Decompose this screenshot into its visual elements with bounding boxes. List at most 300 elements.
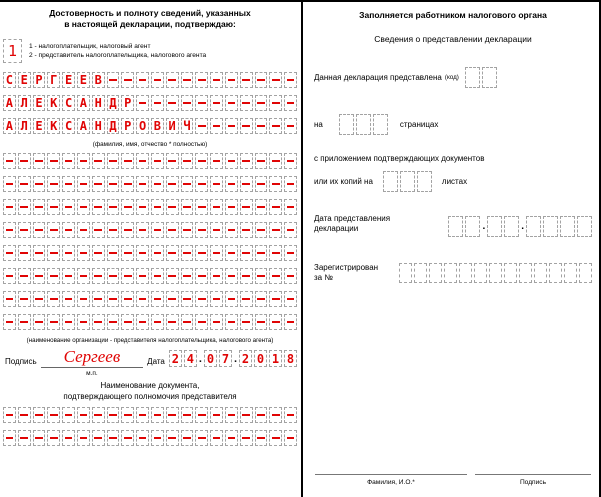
char-cell[interactable]	[195, 268, 208, 284]
char-cell[interactable]	[121, 430, 134, 446]
char-cell[interactable]	[195, 407, 208, 423]
char-cell[interactable]: 2	[239, 350, 252, 367]
char-cell[interactable]	[255, 222, 268, 238]
char-cell[interactable]	[136, 199, 149, 215]
char-cell[interactable]	[269, 222, 282, 238]
char-cell[interactable]	[225, 407, 238, 423]
char-cell[interactable]: В	[151, 118, 164, 134]
char-cell[interactable]	[504, 263, 517, 283]
char-cell[interactable]	[18, 314, 31, 330]
char-cell[interactable]	[92, 245, 105, 261]
char-cell[interactable]	[107, 72, 120, 88]
char-cell[interactable]: Д	[107, 95, 120, 111]
char-cell[interactable]	[47, 268, 60, 284]
char-cell[interactable]	[136, 291, 149, 307]
char-cell[interactable]	[444, 263, 457, 283]
char-cell[interactable]: Д	[107, 118, 120, 134]
char-cell[interactable]	[465, 67, 480, 88]
char-cell[interactable]	[121, 291, 134, 307]
char-cell[interactable]	[564, 263, 577, 283]
char-cell[interactable]	[429, 263, 442, 283]
char-cell[interactable]	[107, 199, 120, 215]
char-cell[interactable]	[210, 268, 223, 284]
char-cell[interactable]	[284, 95, 297, 111]
char-cell[interactable]	[225, 199, 238, 215]
char-cell[interactable]	[448, 216, 463, 237]
char-cell[interactable]	[166, 314, 179, 330]
char-cell[interactable]: Е	[18, 72, 31, 88]
official-signature-line[interactable]: Подпись	[475, 474, 591, 486]
char-cell[interactable]	[151, 153, 164, 169]
char-cell[interactable]	[107, 176, 120, 192]
char-cell[interactable]	[92, 430, 105, 446]
char-cell[interactable]	[181, 72, 194, 88]
char-cell[interactable]	[136, 430, 149, 446]
char-cell[interactable]	[18, 176, 31, 192]
char-cell[interactable]	[269, 430, 282, 446]
char-cell[interactable]	[284, 407, 297, 423]
char-cell[interactable]	[136, 153, 149, 169]
char-cell[interactable]	[107, 222, 120, 238]
char-cell[interactable]: В	[92, 72, 105, 88]
char-cell[interactable]	[210, 72, 223, 88]
char-cell[interactable]	[136, 72, 149, 88]
char-cell[interactable]	[240, 291, 253, 307]
char-cell[interactable]	[225, 245, 238, 261]
char-cell[interactable]	[255, 407, 268, 423]
char-cell[interactable]	[284, 176, 297, 192]
char-cell[interactable]	[136, 314, 149, 330]
char-cell[interactable]: Н	[92, 118, 105, 134]
char-cell[interactable]: Г	[47, 72, 60, 88]
char-cell[interactable]	[92, 222, 105, 238]
char-cell[interactable]	[92, 268, 105, 284]
char-cell[interactable]	[255, 118, 268, 134]
char-cell[interactable]	[195, 118, 208, 134]
char-cell[interactable]	[195, 245, 208, 261]
char-cell[interactable]	[151, 199, 164, 215]
char-cell[interactable]	[284, 268, 297, 284]
char-cell[interactable]: А	[77, 118, 90, 134]
char-cell[interactable]	[181, 199, 194, 215]
char-cell[interactable]: С	[62, 95, 75, 111]
char-cell[interactable]	[47, 176, 60, 192]
char-cell[interactable]	[107, 407, 120, 423]
char-cell[interactable]	[33, 430, 46, 446]
char-cell[interactable]	[210, 407, 223, 423]
char-cell[interactable]	[62, 176, 75, 192]
char-cell[interactable]	[210, 118, 223, 134]
char-cell[interactable]	[284, 314, 297, 330]
char-cell[interactable]	[269, 176, 282, 192]
char-cell[interactable]	[33, 245, 46, 261]
char-cell[interactable]	[3, 268, 16, 284]
char-cell[interactable]	[136, 176, 149, 192]
char-cell[interactable]	[269, 95, 282, 111]
char-cell[interactable]	[519, 263, 532, 283]
char-cell[interactable]	[240, 176, 253, 192]
char-cell[interactable]	[181, 95, 194, 111]
char-cell[interactable]	[474, 263, 487, 283]
char-cell[interactable]	[225, 118, 238, 134]
char-cell[interactable]	[225, 176, 238, 192]
char-cell[interactable]	[62, 407, 75, 423]
char-cell[interactable]	[33, 314, 46, 330]
char-cell[interactable]	[284, 118, 297, 134]
char-cell[interactable]	[107, 430, 120, 446]
char-cell[interactable]	[3, 153, 16, 169]
char-cell[interactable]	[77, 222, 90, 238]
char-cell[interactable]	[549, 263, 562, 283]
char-cell[interactable]: 2	[169, 350, 182, 367]
char-cell[interactable]	[210, 314, 223, 330]
char-cell[interactable]	[47, 314, 60, 330]
official-name-line[interactable]: Фамилия, И.О.*	[315, 474, 467, 486]
char-cell[interactable]	[195, 222, 208, 238]
char-cell[interactable]	[210, 430, 223, 446]
char-cell[interactable]	[92, 291, 105, 307]
char-cell[interactable]	[92, 407, 105, 423]
char-cell[interactable]	[225, 153, 238, 169]
char-cell[interactable]	[181, 291, 194, 307]
char-cell[interactable]: Р	[121, 118, 134, 134]
char-cell[interactable]	[240, 222, 253, 238]
char-cell[interactable]	[136, 407, 149, 423]
char-cell[interactable]	[151, 95, 164, 111]
char-cell[interactable]	[240, 199, 253, 215]
char-cell[interactable]	[181, 245, 194, 261]
char-cell[interactable]: Ч	[181, 118, 194, 134]
char-cell[interactable]	[62, 314, 75, 330]
char-cell[interactable]	[210, 153, 223, 169]
char-cell[interactable]	[489, 263, 502, 283]
char-cell[interactable]	[240, 153, 253, 169]
char-cell[interactable]: 7	[219, 350, 232, 367]
char-cell[interactable]	[107, 268, 120, 284]
char-cell[interactable]	[77, 245, 90, 261]
char-cell[interactable]	[136, 268, 149, 284]
char-cell[interactable]: 8	[284, 350, 297, 367]
char-cell[interactable]	[77, 430, 90, 446]
char-cell[interactable]	[62, 430, 75, 446]
signer-type-input[interactable]: 1	[3, 39, 22, 63]
char-cell[interactable]	[195, 199, 208, 215]
char-cell[interactable]	[240, 268, 253, 284]
char-cell[interactable]	[77, 291, 90, 307]
char-cell[interactable]	[579, 263, 592, 283]
char-cell[interactable]	[269, 199, 282, 215]
char-cell[interactable]	[225, 430, 238, 446]
char-cell[interactable]	[181, 222, 194, 238]
char-cell[interactable]	[166, 430, 179, 446]
char-cell[interactable]: С	[62, 118, 75, 134]
char-cell[interactable]	[62, 153, 75, 169]
char-cell[interactable]	[166, 407, 179, 423]
char-cell[interactable]	[181, 430, 194, 446]
char-cell[interactable]	[543, 216, 558, 237]
char-cell[interactable]	[373, 114, 388, 135]
char-cell[interactable]	[195, 291, 208, 307]
char-cell[interactable]	[77, 314, 90, 330]
char-cell[interactable]	[255, 268, 268, 284]
char-cell[interactable]	[33, 222, 46, 238]
char-cell[interactable]	[3, 176, 16, 192]
char-cell[interactable]	[18, 153, 31, 169]
char-cell[interactable]	[47, 153, 60, 169]
char-cell[interactable]	[195, 95, 208, 111]
char-cell[interactable]	[166, 153, 179, 169]
char-cell[interactable]	[33, 153, 46, 169]
char-cell[interactable]: О	[136, 118, 149, 134]
char-cell[interactable]	[284, 72, 297, 88]
char-cell[interactable]	[166, 268, 179, 284]
char-cell[interactable]	[269, 291, 282, 307]
char-cell[interactable]	[240, 430, 253, 446]
char-cell[interactable]	[284, 430, 297, 446]
char-cell[interactable]	[225, 268, 238, 284]
char-cell[interactable]	[92, 153, 105, 169]
char-cell[interactable]	[47, 407, 60, 423]
char-cell[interactable]	[269, 153, 282, 169]
char-cell[interactable]	[62, 291, 75, 307]
char-cell[interactable]	[18, 407, 31, 423]
char-cell[interactable]	[482, 67, 497, 88]
char-cell[interactable]	[47, 430, 60, 446]
char-cell[interactable]	[3, 222, 16, 238]
char-cell[interactable]	[181, 153, 194, 169]
char-cell[interactable]	[33, 199, 46, 215]
char-cell[interactable]	[151, 407, 164, 423]
char-cell[interactable]	[107, 153, 120, 169]
char-cell[interactable]	[240, 72, 253, 88]
char-cell[interactable]	[284, 245, 297, 261]
char-cell[interactable]	[383, 171, 398, 192]
char-cell[interactable]	[151, 314, 164, 330]
char-cell[interactable]: 0	[254, 350, 267, 367]
char-cell[interactable]	[47, 245, 60, 261]
char-cell[interactable]: К	[47, 118, 60, 134]
char-cell[interactable]	[121, 72, 134, 88]
char-cell[interactable]	[107, 291, 120, 307]
char-cell[interactable]	[284, 153, 297, 169]
char-cell[interactable]	[166, 245, 179, 261]
char-cell[interactable]	[225, 222, 238, 238]
char-cell[interactable]	[240, 314, 253, 330]
char-cell[interactable]	[33, 407, 46, 423]
char-cell[interactable]	[284, 199, 297, 215]
char-cell[interactable]	[225, 72, 238, 88]
char-cell[interactable]	[269, 245, 282, 261]
char-cell[interactable]: А	[3, 95, 16, 111]
char-cell[interactable]	[255, 95, 268, 111]
char-cell[interactable]	[47, 199, 60, 215]
char-cell[interactable]	[77, 407, 90, 423]
char-cell[interactable]	[195, 153, 208, 169]
signature-block[interactable]	[41, 348, 143, 377]
char-cell[interactable]	[107, 245, 120, 261]
char-cell[interactable]	[121, 222, 134, 238]
char-cell[interactable]	[62, 199, 75, 215]
char-cell[interactable]	[151, 430, 164, 446]
char-cell[interactable]	[210, 176, 223, 192]
char-cell[interactable]	[181, 314, 194, 330]
char-cell[interactable]	[33, 291, 46, 307]
char-cell[interactable]	[255, 153, 268, 169]
char-cell[interactable]	[255, 72, 268, 88]
char-cell[interactable]: Н	[92, 95, 105, 111]
char-cell[interactable]	[107, 314, 120, 330]
char-cell[interactable]	[195, 314, 208, 330]
char-cell[interactable]	[210, 245, 223, 261]
char-cell[interactable]	[3, 314, 16, 330]
char-cell[interactable]	[92, 314, 105, 330]
char-cell[interactable]	[210, 291, 223, 307]
char-cell[interactable]	[18, 291, 31, 307]
char-cell[interactable]: А	[77, 95, 90, 111]
char-cell[interactable]	[210, 199, 223, 215]
char-cell[interactable]	[92, 199, 105, 215]
char-cell[interactable]: 1	[269, 350, 282, 367]
char-cell[interactable]	[240, 245, 253, 261]
char-cell[interactable]: Л	[18, 95, 31, 111]
char-cell[interactable]	[136, 95, 149, 111]
char-cell[interactable]	[136, 222, 149, 238]
char-cell[interactable]: 0	[204, 350, 217, 367]
char-cell[interactable]	[166, 95, 179, 111]
char-cell[interactable]	[121, 407, 134, 423]
char-cell[interactable]	[151, 176, 164, 192]
char-cell[interactable]	[504, 216, 519, 237]
char-cell[interactable]	[339, 114, 354, 135]
char-cell[interactable]	[225, 95, 238, 111]
char-cell[interactable]: Е	[33, 95, 46, 111]
char-cell[interactable]	[3, 245, 16, 261]
char-cell[interactable]	[487, 216, 502, 237]
char-cell[interactable]: Р	[33, 72, 46, 88]
char-cell[interactable]	[121, 176, 134, 192]
char-cell[interactable]	[166, 199, 179, 215]
char-cell[interactable]	[225, 314, 238, 330]
char-cell[interactable]	[121, 199, 134, 215]
char-cell[interactable]	[414, 263, 427, 283]
char-cell[interactable]: Е	[33, 118, 46, 134]
char-cell[interactable]	[240, 95, 253, 111]
char-cell[interactable]	[151, 291, 164, 307]
char-cell[interactable]	[240, 118, 253, 134]
char-cell[interactable]	[269, 118, 282, 134]
char-cell[interactable]	[255, 314, 268, 330]
char-cell[interactable]	[225, 291, 238, 307]
char-cell[interactable]	[399, 263, 412, 283]
char-cell[interactable]	[284, 291, 297, 307]
char-cell[interactable]	[255, 199, 268, 215]
char-cell[interactable]	[166, 222, 179, 238]
char-cell[interactable]	[18, 268, 31, 284]
char-cell[interactable]: К	[47, 95, 60, 111]
char-cell[interactable]	[195, 430, 208, 446]
char-cell[interactable]	[560, 216, 575, 237]
char-cell[interactable]	[77, 176, 90, 192]
char-cell[interactable]	[77, 268, 90, 284]
char-cell[interactable]: И	[166, 118, 179, 134]
char-cell[interactable]	[269, 407, 282, 423]
char-cell[interactable]	[255, 176, 268, 192]
char-cell[interactable]	[269, 268, 282, 284]
char-cell[interactable]	[255, 245, 268, 261]
char-cell[interactable]	[77, 153, 90, 169]
char-cell[interactable]	[166, 176, 179, 192]
char-cell[interactable]	[240, 407, 253, 423]
char-cell[interactable]	[33, 176, 46, 192]
char-cell[interactable]	[18, 430, 31, 446]
char-cell[interactable]	[136, 245, 149, 261]
char-cell[interactable]	[269, 314, 282, 330]
char-cell[interactable]	[195, 176, 208, 192]
char-cell[interactable]	[121, 314, 134, 330]
char-cell[interactable]	[18, 222, 31, 238]
char-cell[interactable]	[33, 268, 46, 284]
char-cell[interactable]	[210, 95, 223, 111]
char-cell[interactable]	[92, 176, 105, 192]
char-cell[interactable]	[356, 114, 371, 135]
char-cell[interactable]	[181, 407, 194, 423]
char-cell[interactable]	[3, 291, 16, 307]
char-cell[interactable]	[417, 171, 432, 192]
char-cell[interactable]: С	[3, 72, 16, 88]
char-cell[interactable]	[269, 72, 282, 88]
char-cell[interactable]	[18, 245, 31, 261]
char-cell[interactable]	[121, 268, 134, 284]
char-cell[interactable]	[166, 72, 179, 88]
char-cell[interactable]: Р	[121, 95, 134, 111]
char-cell[interactable]	[121, 245, 134, 261]
char-cell[interactable]	[210, 222, 223, 238]
char-cell[interactable]: Е	[77, 72, 90, 88]
char-cell[interactable]	[47, 291, 60, 307]
char-cell[interactable]	[62, 222, 75, 238]
char-cell[interactable]	[18, 199, 31, 215]
char-cell[interactable]	[400, 171, 415, 192]
char-cell[interactable]: 4	[184, 350, 197, 367]
char-cell[interactable]	[77, 199, 90, 215]
char-cell[interactable]	[166, 291, 179, 307]
char-cell[interactable]: Е	[62, 72, 75, 88]
char-cell[interactable]	[255, 430, 268, 446]
char-cell[interactable]	[62, 245, 75, 261]
char-cell[interactable]	[151, 245, 164, 261]
char-cell[interactable]	[526, 216, 541, 237]
char-cell[interactable]	[534, 263, 547, 283]
char-cell[interactable]	[577, 216, 592, 237]
char-cell[interactable]	[3, 199, 16, 215]
char-cell[interactable]	[3, 407, 16, 423]
char-cell[interactable]	[151, 72, 164, 88]
char-cell[interactable]	[62, 268, 75, 284]
signature-value[interactable]: Сергеев	[41, 348, 143, 368]
char-cell[interactable]	[151, 222, 164, 238]
char-cell[interactable]	[3, 430, 16, 446]
char-cell[interactable]	[255, 291, 268, 307]
char-cell[interactable]: А	[3, 118, 16, 134]
char-cell[interactable]	[181, 268, 194, 284]
char-cell[interactable]: Л	[18, 118, 31, 134]
char-cell[interactable]	[465, 216, 480, 237]
char-cell[interactable]	[151, 268, 164, 284]
char-cell[interactable]	[181, 176, 194, 192]
char-cell[interactable]	[47, 222, 60, 238]
char-cell[interactable]	[284, 222, 297, 238]
char-cell[interactable]	[459, 263, 472, 283]
